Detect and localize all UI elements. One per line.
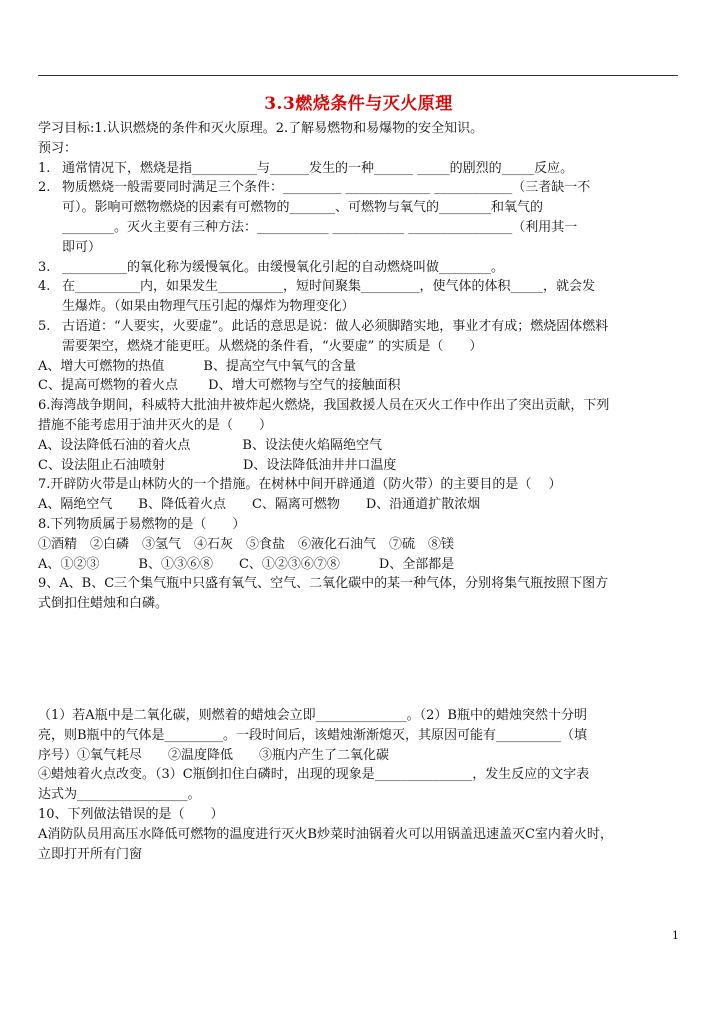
question-8: 8.下列物质属于易燃物的是（ ）: [38, 516, 246, 532]
question-2-line-2: 可）。影响可燃物燃烧的因素有可燃物的_______、可燃物与氧气的________和氧气的: [62, 200, 544, 216]
figure-placeholder: [38, 614, 682, 706]
preview-label: 预习：: [38, 140, 78, 156]
question-3: [38, 258, 682, 278]
question-number: 1.: [38, 160, 51, 176]
question-10-line-2: A消防队员用高压水降低可燃物的温度进行灭火B炒菜时油锅着火可以用锅盖迅速盖灭C室内着火时，: [38, 826, 613, 842]
question-5-options-2: C、提高可燃物的着火点 D、增大可燃物与空气的接触面积: [38, 378, 401, 394]
question-5-options-1: A、增大可燃物的热值 B、提高空气中氧气的含量: [38, 358, 356, 374]
question-text: 通常情况下，燃烧是指__________与______发生的一种______ _____的剧烈的_____反应。: [62, 160, 574, 176]
question-8-options: A、①②③ B、①③⑥⑧ C、①②③⑥⑦⑧ D、全部都是: [38, 556, 455, 572]
question-9-line-2: 式倒扣住蜡烛和白磷。: [38, 596, 169, 612]
question-text: 在__________内，如果发生__________，短时间聚集_________，使气体的体积_____，就会发: [62, 279, 596, 295]
question-6-line-2: 措施不能考虑用于油井灭火的是（ ）: [38, 417, 273, 433]
question-10: 10、下列做法错误的是（ ）: [38, 806, 224, 822]
question-9-line-4: 亮，则B瓶中的气体是_________。一段时间后，该蜡烛渐渐熄灭，其原因可能有__________（填: [38, 727, 588, 743]
question-2: [38, 178, 682, 198]
question-5-line-2: 需要架空，燃烧才能更旺。从燃烧的条件看，“火要虚” 的实质是（ ）: [62, 338, 483, 354]
question-6: 6.海湾战争期间，科威特大批油井被炸起火燃烧，我国救援人员在灭火工作中作出了突出贡献，下列: [38, 398, 610, 414]
question-9-line-6: ④蜡烛着火点改变。（3）C瓶倒扣住白磷时，出现的现象是_______________，发生反应的文字表: [38, 767, 590, 783]
question-number: 4.: [38, 279, 51, 295]
question-text: 古语道：“人要实，火要虚”。此话的意思是说：做人必须脚踏实地，事业才有成；燃烧固体燃料: [62, 318, 609, 334]
question-number: 2.: [38, 180, 51, 196]
page-title: 3.3燃烧条件与灭火原理: [264, 94, 453, 114]
question-4: [38, 277, 682, 297]
page-number: 1: [672, 929, 679, 942]
question-4-line-2: 生爆炸。（如果由物理气压引起的爆炸为物理变化）: [62, 299, 355, 315]
question-number: 5.: [38, 318, 51, 334]
question-9: 9、A、B、C三个集气瓶中只盛有氧气、空气、二氧化碳中的某一种气体，分别将集气瓶按照下图方: [38, 576, 609, 592]
question-6-options-2: C、设法阻止石油喷射 D、设法降低油井井口温度: [38, 457, 397, 473]
question-2-line-3: ________。灭火主要有三种方法：___________ ___________ ________________（利用其一: [62, 219, 578, 235]
question-9-line-5: 序号）①氧气耗尽 ②温度降低 ③瓶内产生了二氧化碳: [38, 747, 390, 763]
learning-objective: 学习目标:1.认识燃烧的条件和灭火原理。2.了解易燃物和易爆物的安全知识。: [38, 121, 484, 136]
question-1: [38, 159, 682, 179]
question-text: __________的氧化称为缓慢氧化。由缓慢氧化引起的自动燃烧叫做________。: [62, 259, 505, 275]
question-7: 7.开辟防火带是山林防火的一个措施。在树林中间开辟通道（防火带）的主要目的是（ ）: [38, 477, 562, 493]
question-6-options-1: A、设法降低石油的着火点 B、设法使火焰隔绝空气: [38, 437, 382, 453]
header-rule: [38, 75, 678, 76]
question-9-line-3: （1）若A瓶中是二氧化碳，则燃着的蜡烛会立即______________。（2）B瓶中的蜡烛突然十分明: [38, 707, 587, 723]
question-text: 物质燃烧一般需要同时满足三个条件：_________ _____________ ____________（三者缺一不: [62, 180, 591, 196]
question-10-line-3: 立即打开所有门窗: [38, 846, 143, 862]
question-9-line-7: 达式为_________________。: [38, 787, 201, 803]
question-7-options: A、隔绝空气 B、降低着火点 C、隔离可燃物 D、沿通道扩散浓烟: [38, 497, 481, 513]
question-2-line-4: 即可）: [62, 239, 102, 255]
document-body: [38, 119, 682, 864]
question-5: [38, 317, 682, 337]
question-8-substances: ①酒精 ②白磷 ③氢气 ④石灰 ⑤食盐 ⑥液化石油气 ⑦硫 ⑧镁: [38, 536, 455, 552]
question-number: 3.: [38, 259, 51, 275]
